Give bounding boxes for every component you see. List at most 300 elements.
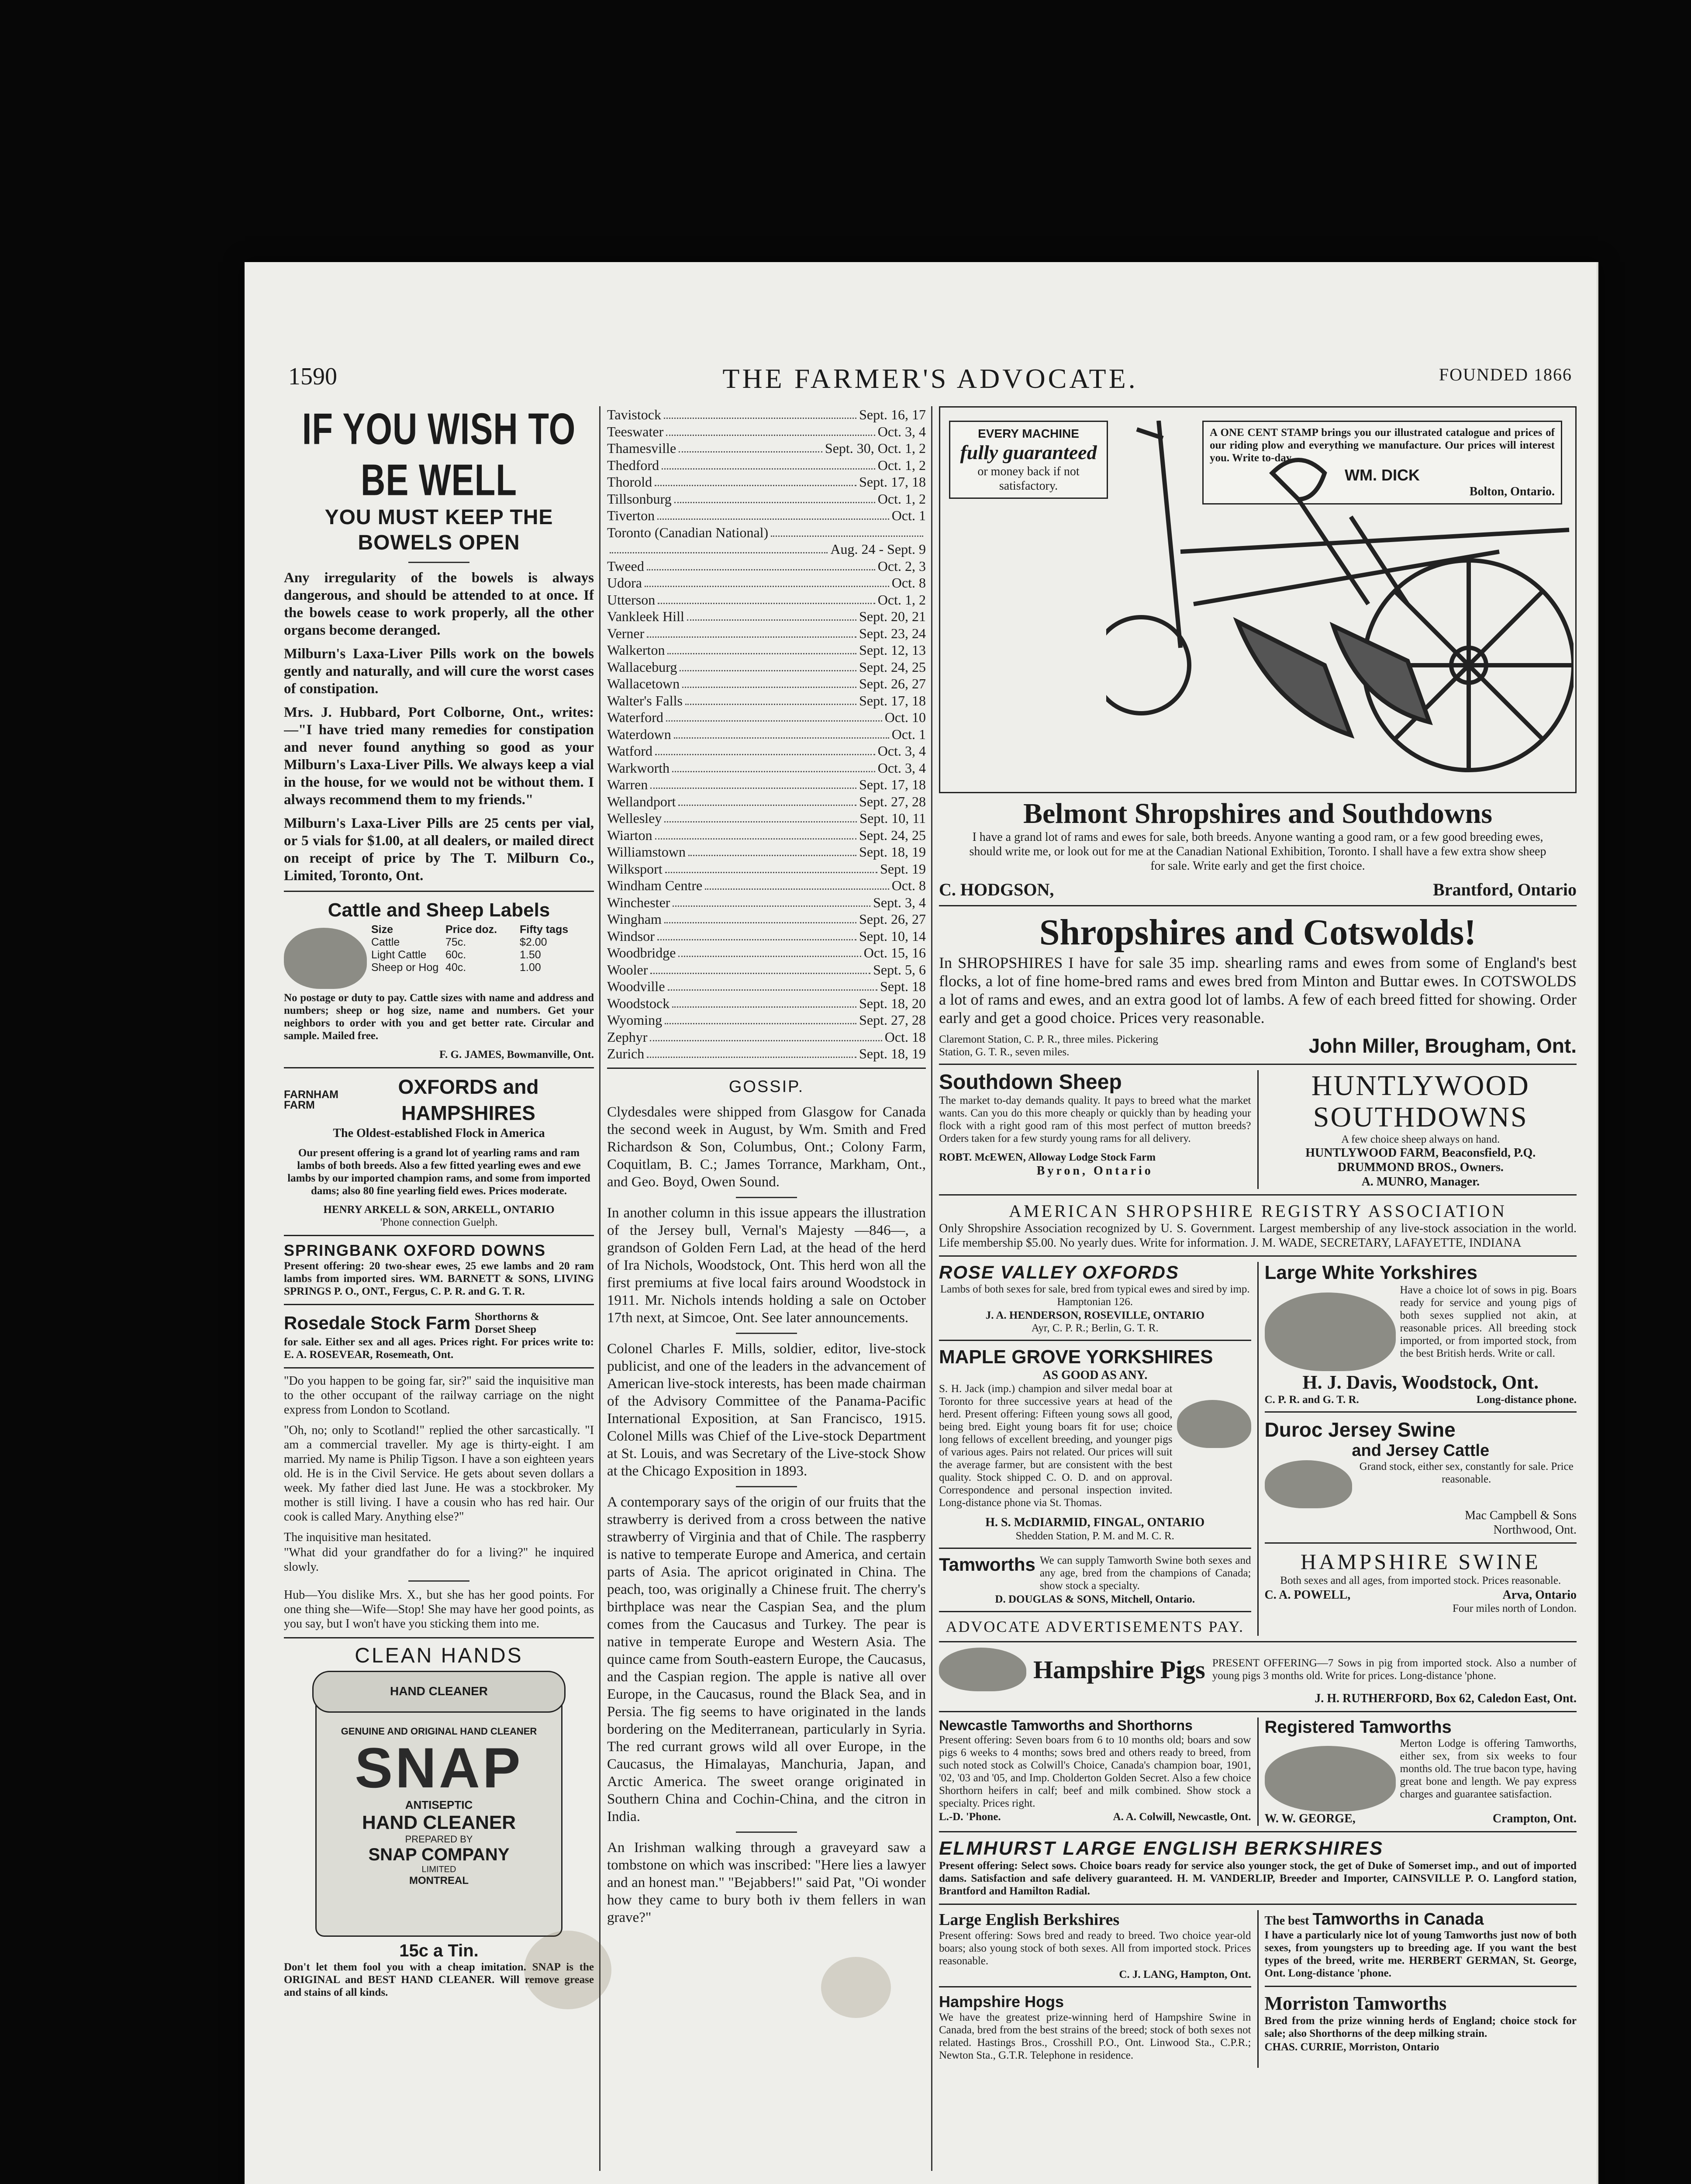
- fair-leader: [610, 541, 828, 553]
- divider: [939, 1986, 1251, 1987]
- maple-grove-text: S. H. Jack (imp.) champion and silver medal boar at Toronto for three successive years at head of the herd. Present offering: Fifteen young sows all good, being bred. Eight young boars fit for use; choice long fellows of excellent breeding, and younger pigs of various ages. Pairs not related. Our prices will suit the average farmer, but are consistent with the best quality. Stock shipped C. O. D. and on approval. Correspondence and personal inspection invited. Long-distance phone via St. Thomas.: [939, 1383, 1173, 1509]
- snap-company: SNAP COMPANY: [368, 1845, 510, 1864]
- hampshire-swine-place: Arva, Ontario: [1502, 1588, 1577, 1602]
- money-back: or money back if not satisfactory.: [977, 465, 1080, 493]
- registered-place: Crampton, Ont.: [1492, 1812, 1577, 1825]
- fair-list: [607, 558, 926, 1062]
- belmont-name: C. HODGSON,: [939, 880, 1054, 899]
- fair-dates: Oct. 8: [891, 878, 926, 893]
- springbank-text: Present offering: 20 two-shear ewes, 25 ewe lambs and 20 ram lambs from imported sires. WM. BARNETT & SONS, LIVING SPRINGS P. O., ONT., Fergus, C. P. R. and G. T. R.: [284, 1260, 594, 1297]
- masthead-title: THE FARMER'S ADVOCATE.: [722, 363, 1138, 394]
- fair-row: [607, 440, 926, 457]
- fair-name: Windham Centre: [607, 878, 703, 893]
- fair-name: Wooler: [607, 961, 648, 978]
- column-left: [284, 406, 594, 2184]
- hampshire-hogs-ad: [939, 1993, 1251, 2062]
- fair-name: Watford: [607, 743, 653, 759]
- fair-dates: Sept. 3, 4: [873, 894, 926, 910]
- fair-row: [607, 894, 926, 911]
- divider: [939, 1255, 1577, 1257]
- dick-place: Bolton, Ontario.: [1469, 485, 1555, 498]
- german-text: I have a particularly nice lot of young Tamworths just now of both sexes, from youngsters up to breeding age. If you want the best types of the breed, write me. HERBERT GERMAN, St. George, Ont. Long-distance 'phone.: [1264, 1929, 1577, 1979]
- large-english-name: C. J. LANG, Hampton, Ont.: [1119, 1969, 1251, 1980]
- fair-name: Walkerton: [607, 642, 665, 658]
- springbank-ad: [284, 1241, 594, 1298]
- labels-cell: 1.00: [520, 961, 541, 974]
- hampshire-hogs-title: Hampshire Hogs: [939, 1993, 1064, 2011]
- large-english-title: Large English Berkshires: [939, 1911, 1120, 1929]
- best-label: The best: [1264, 1914, 1309, 1928]
- shropshires-text: In SHROPSHIRES I have for sale 35 imp. shearling rams and ewes from some of England's best flocks, a lot of fine home-bred rams and ewes bred from Minton and Buttar ewes. In COTSWOLDS a lot of rams and ewes, and an extra good lot of lambs. A few of each breed fitted for showing. Order early and get a good choice. Prices very reasonable.: [939, 954, 1577, 1026]
- fair-row: [607, 457, 926, 474]
- fair-dates: Sept. 30, Oct. 1, 2: [825, 440, 926, 456]
- fair-row: [607, 473, 926, 491]
- huntlywood-ad: [1259, 1070, 1577, 1189]
- fair-row: [607, 574, 926, 591]
- maple-grove-title: MAPLE GROVE YORKSHIRES: [939, 1346, 1213, 1368]
- pig-illustration: [1177, 1400, 1251, 1448]
- large-white-title: Large White Yorkshires: [1264, 1262, 1477, 1283]
- fair-leader: [647, 558, 875, 570]
- huntlywood-owner: DRUMMOND BROS., Owners.: [1337, 1161, 1504, 1174]
- gossip-heading: GOSSIP.: [728, 1077, 804, 1096]
- fair-leader: [657, 928, 856, 940]
- fair-name: Woodstock: [607, 995, 670, 1011]
- snap-prepared: PREPARED BY: [405, 1834, 473, 1845]
- fair-leader: [679, 440, 822, 453]
- fair-row: [607, 928, 926, 945]
- divider: [939, 1340, 1251, 1341]
- fair-dates: Oct. 1, 2: [877, 591, 926, 608]
- large-white-text: Have a choice lot of sows in pig. Boars ready for service and young pigs of both sexes supplied not akin, at reasonable prices. All breeding stock imported, or from imported stock, from the best British herds. Write or call.: [1400, 1284, 1577, 1359]
- hampshire-pigs-ad: [939, 1648, 1577, 1706]
- lower-left-ads: [939, 1910, 1259, 2068]
- maple-grove-name: H. S. McDIARMID, FINGAL, ONTARIO: [985, 1516, 1205, 1529]
- springbank-title: SPRINGBANK OXFORD DOWNS: [284, 1241, 546, 1259]
- fair-leader: [674, 726, 889, 739]
- fair-leader: [655, 743, 875, 755]
- fair-name: Wallaceburg: [607, 659, 677, 675]
- farnham-tag: FARM: [284, 1099, 315, 1111]
- maple-grove-ad: [939, 1346, 1251, 1542]
- shropshires-title: Shropshires and Cotswolds!: [1039, 912, 1477, 953]
- shropshire-association-ad: [939, 1201, 1577, 1250]
- story-article: [284, 1374, 594, 1631]
- divider: [939, 1831, 1577, 1832]
- divider: [939, 1711, 1577, 1712]
- fair-row: [607, 995, 926, 1012]
- labels-title: Cattle and Sheep Labels: [328, 899, 550, 921]
- divider: [939, 905, 1577, 906]
- fair-dates: Sept. 27, 28: [859, 793, 926, 809]
- southdown-ad: [939, 1070, 1259, 1189]
- fair-leader: [664, 911, 856, 923]
- cow-head-icon: [284, 928, 367, 989]
- association-title: AMERICAN SHROPSHIRE REGISTRY ASSOCIATION: [1009, 1201, 1507, 1221]
- duroc-pig-illustration: [1265, 1460, 1352, 1508]
- association-text: Only Shropshire Association recognized by U. S. Government. Largest membership of any live-stock association in the world. Life membership $5.00. No yearly dues. Write for information. J. M. WADE, SECRETARY, LAFAYETTE, INDIANA: [939, 1222, 1577, 1250]
- fair-name: Wilksport: [607, 860, 663, 877]
- rose-valley-title: ROSE VALLEY OXFORDS: [939, 1262, 1179, 1282]
- douglas-tamworths-name: D. DOUGLAS & SONS, Mitchell, Ontario.: [995, 1593, 1195, 1605]
- fair-dates: Oct. 1: [891, 726, 926, 742]
- hampshire-swine-text: Both sexes and all ages, from imported stock. Prices reasonable.: [1280, 1575, 1561, 1586]
- divider: [1265, 1542, 1577, 1544]
- farnham-tag: FARNHAM: [284, 1089, 338, 1101]
- fair-row: [607, 877, 926, 894]
- fair-row: [607, 406, 926, 423]
- story-paragraph: "What did your grandfather do for a living?" he inquired slowly.: [284, 1546, 594, 1574]
- large-white-name: H. J. Davis, Woodstock, Ont.: [1302, 1372, 1539, 1393]
- labels-cell: 75c.: [445, 936, 466, 948]
- duroc-title: Duroc Jersey Swine: [1264, 1418, 1456, 1441]
- fair-leader: [672, 995, 856, 1008]
- paper-stain: [524, 1931, 611, 2009]
- page-header: [288, 363, 1572, 402]
- divider: [939, 1064, 1577, 1065]
- fair-row: [607, 558, 926, 575]
- duroc-place: Northwood, Ont.: [1493, 1523, 1577, 1537]
- fair-leader: [674, 491, 875, 503]
- huntlywood-text: A few choice sheep always on hand.: [1341, 1133, 1500, 1145]
- milburn-subhead1: YOU MUST KEEP THE: [324, 506, 553, 529]
- douglas-tamworths-title: Tamworths: [939, 1554, 1035, 1575]
- fair-row: [607, 776, 926, 793]
- fair-row: [607, 911, 926, 928]
- newcastle-phone: L.-D. 'Phone.: [939, 1811, 1001, 1823]
- divider: [284, 1367, 594, 1368]
- snap-antiseptic: ANTISEPTIC: [405, 1798, 473, 1811]
- page-number: 1590: [288, 363, 337, 390]
- snap-hand-cleaner: HAND CLEANER: [362, 1812, 516, 1833]
- milburn-price: Milburn's Laxa-Liver Pills are 25 cents per vial, or 5 vials for $1.00, at all dealers, or mailed direct on receipt of price by The T. Milburn Co., Limited, Toronto, Ont.: [284, 816, 594, 884]
- labels-cell: 40c.: [445, 961, 466, 974]
- morriston-title: Morriston Tamworths: [1264, 1993, 1447, 2014]
- gossip-paragraph: In another column in this issue appears the illustration of the Jersey bull, Vernal's Majesty —846—, a grandson of Golden Fern Lad, at the head of the herd of Ira Nichols, Woodstock, Ont. This herd won all the first premiums at five local fairs around Woodstock in 1911. Mr. Nichols intends holding a sale on October 17th next, at Simcoe, Ont. See later announcements.: [607, 1205, 926, 1326]
- fair-row: [607, 961, 926, 978]
- fair-dates: Sept. 23, 24: [859, 625, 926, 641]
- rosedale-ad: [284, 1310, 594, 1361]
- divider: [408, 562, 469, 563]
- fair-dates: Oct. 2, 3: [877, 558, 926, 574]
- huntlywood-title: SOUTHDOWNS: [1313, 1101, 1528, 1133]
- snap-warning: Don't let them fool you with a cheap imitation. SNAP is the ORIGINAL and BEST HAND CLEANER. Will remove grease and stains of all kinds.: [284, 1961, 594, 1998]
- fair-leader: [650, 1029, 882, 1041]
- fair-dates: Sept. 26, 27: [859, 676, 926, 691]
- large-english-berkshires-ad: [939, 1910, 1251, 1981]
- fair-row: [607, 810, 926, 827]
- milburn-ad: [284, 406, 594, 885]
- fair-leader: [662, 457, 875, 470]
- labels-col-price: Price doz.: [445, 923, 497, 936]
- fair-row: [607, 978, 926, 995]
- divider: [939, 1194, 1577, 1196]
- column-ads: [939, 406, 1577, 2184]
- labels-col-fifty: Fifty tags: [520, 923, 569, 936]
- belmont-text: I have a grand lot of rams and ewes for sale, both breeds. Anyone wanting a good ram, or a few good breeding ewes, should write me, or look out for me at the Canadian National Exhibition, Toronto. I shall have a few extra show sheep for sale. Write early and get the first choice.: [969, 830, 1546, 873]
- fair-row: [607, 659, 926, 676]
- fair-row: [607, 860, 926, 878]
- dick-text: A ONE CENT STAMP brings you our illustrated catalogue and prices of our riding plow and everything we manufacture. Our prices will interest you. Write to-day.: [1210, 427, 1555, 464]
- fair-leader: [685, 692, 856, 705]
- divider: [1265, 1986, 1577, 1987]
- morriston-name: CHAS. CURRIE, Morriston, Ontario: [1264, 2041, 1439, 2053]
- divider: [939, 1611, 1251, 1612]
- snap-city: MONTREAL: [409, 1875, 469, 1887]
- fair-row: [607, 843, 926, 860]
- large-white-rail: C. P. R. and G. T. R.: [1264, 1394, 1359, 1406]
- right-ads-stack: [1259, 1262, 1577, 1636]
- fair-leader: [665, 1012, 856, 1024]
- hampshire-swine-name: C. A. POWELL,: [1264, 1588, 1351, 1602]
- fair-name: Thedford: [607, 457, 659, 473]
- belmont-ad: [939, 798, 1577, 900]
- fair-row: [607, 1012, 926, 1029]
- gossip-paragraph: Colonel Charles F. Mills, soldier, editor, live-stock publicist, and one of the leaders in the advancement of American live-stock interests, has been made chairman of the Advisory Committee of the Panama-Pacific International Exposition, at San Francisco, 1915. Colonel Mills was Chief of the Live-stock Department at St. Louis, and was Secretary of the Live-stock Show at the Chicago Exposition in 1893.: [607, 1341, 926, 1479]
- gossip-paragraph: Clydesdales were shipped from Glasgow for Canada the second week in August, by Wm. Smith and Fred Richardson & Son, Columbus, Ont.; Colony Farm, Coquitlam, B. C.; James Torrance, Markham, Ont., and Geo. Boyd, Owen Sound.: [607, 1104, 926, 1190]
- lower-right-ads: [1259, 1910, 1577, 2068]
- divider: [1265, 1411, 1577, 1413]
- rosedale-title: Rosedale Stock Farm: [284, 1313, 471, 1333]
- fair-leader: [664, 810, 857, 822]
- southdown-title: Southdown Sheep: [939, 1071, 1122, 1094]
- fair-row: [607, 507, 926, 524]
- fair-leader: [688, 843, 856, 856]
- fair-name: Zurich: [607, 1046, 645, 1061]
- fair-row: [607, 760, 926, 777]
- fair-list: [607, 406, 926, 524]
- fair-dates: Oct. 1, 2: [877, 457, 926, 473]
- labels-cell: 60c.: [445, 949, 466, 961]
- fair-leader: [650, 961, 870, 974]
- fair-leader: [665, 860, 877, 873]
- fair-row: [607, 709, 926, 726]
- farnham-signature: HENRY ARKELL & SON, ARKELL, ONTARIO: [323, 1204, 555, 1216]
- fair-dates: Oct. 18: [884, 1029, 926, 1045]
- fair-dates: Oct. 3, 4: [877, 760, 926, 776]
- page-edge: [1597, 262, 1598, 2184]
- fair-leader: [655, 473, 856, 486]
- large-white-phone: Long-distance phone.: [1476, 1394, 1577, 1406]
- farnham-subtitle: The Oldest-established Flock in America: [333, 1127, 545, 1140]
- fair-leader: [682, 675, 856, 688]
- fair-dates: Sept. 17, 18: [859, 474, 926, 490]
- labels-cell: $2.00: [520, 936, 547, 948]
- hampshire-swine-title: HAMPSHIRE SWINE: [1300, 1549, 1541, 1574]
- fair-leader: [657, 507, 889, 520]
- elmhurst-text: Present offering: Select sows. Choice boars ready for service also younger stock, the get of Duke of Somerset imp., and out of imported dams. Satisfaction and safe delivery guaranteed. H. M. VANDERLIP, Breeder and Importer, CAINSVILLE P. O. Langford station, Brantford and Hamilton Radial.: [939, 1860, 1577, 1897]
- fair-dates: Oct. 8: [891, 575, 926, 591]
- fair-dates: Oct. 15, 16: [863, 945, 926, 961]
- farnham-phone: 'Phone connection Guelph.: [380, 1216, 498, 1228]
- fair-dates: Sept. 27, 28: [859, 1012, 926, 1028]
- labels-text: No postage or duty to pay. Cattle sizes with name and address and numbers; sheep or hog size, name and numbers. Get your neighbors to order with you and get better rate. Circular and sample. Mailed free.: [284, 992, 594, 1042]
- fair-name: Wyoming: [607, 1012, 663, 1028]
- fair-dates: Sept. 24, 25: [859, 659, 926, 675]
- fair-name: Wiarton: [607, 827, 652, 843]
- fair-dates: Sept. 12, 13: [859, 642, 926, 658]
- story-paragraph: "Do you happen to be going far, sir?" said the inquisitive man to the other occupant of the railway carriage on the night express from London to Scotland.: [284, 1374, 594, 1417]
- fully-guaranteed: fully guaranteed: [960, 441, 1097, 463]
- rose-valley-rail: Ayr, C. P. R.; Berlin, G. T. R.: [1031, 1322, 1159, 1334]
- fair-dates: Sept. 17, 18: [859, 777, 926, 792]
- swine-ads-row-1: [939, 1262, 1577, 1636]
- large-white-ad: [1265, 1262, 1577, 1406]
- newcastle-title: Newcastle Tamworths and Shorthorns: [939, 1717, 1193, 1733]
- fair-name: Tavistock: [607, 407, 661, 422]
- fair-dates: Oct. 1: [891, 508, 926, 523]
- farnham-ad: [284, 1074, 594, 1229]
- fair-name: Wallacetown: [607, 676, 680, 691]
- milburn-subhead2: BOWELS OPEN: [358, 531, 520, 554]
- fair-dates: Sept. 16, 17: [859, 407, 926, 422]
- divider: [939, 1641, 1577, 1642]
- duroc-sub: and Jersey Cattle: [1352, 1441, 1490, 1460]
- fair-row: [607, 491, 926, 508]
- fair-row: [607, 625, 926, 642]
- registered-title: Registered Tamworths: [1264, 1717, 1452, 1737]
- registered-name: W. W. GEORGE,: [1264, 1812, 1356, 1825]
- fair-name: Walter's Falls: [607, 692, 683, 708]
- advocate-pays-banner: ADVOCATE ADVERTISEMENTS PAY.: [946, 1618, 1245, 1635]
- fair-name: Verner: [607, 625, 645, 641]
- fair-name: Woodville: [607, 978, 665, 994]
- fair-dates: Sept. 24, 25: [859, 827, 926, 843]
- fair-name: Wingham: [607, 911, 662, 927]
- column-rule-2: [931, 406, 932, 2171]
- fair-row: [607, 608, 926, 625]
- fair-row: [607, 726, 926, 743]
- snap-tin-lid: [312, 1671, 566, 1713]
- fair-dates: Sept. 17, 18: [859, 692, 926, 708]
- fair-name: Waterdown: [607, 726, 671, 742]
- fair-name: Zephyr: [607, 1029, 648, 1045]
- labels-signature: F. G. JAMES, Bowmanville, Ont.: [439, 1049, 594, 1061]
- fair-leader: [666, 423, 875, 436]
- snap-tin-top-text: HAND CLEANER: [390, 1684, 488, 1698]
- paper-stain: [821, 1957, 891, 2018]
- belmont-title: Belmont Shropshires and Southdowns: [1023, 798, 1493, 829]
- fair-dates: Oct. 1, 2: [877, 491, 926, 507]
- divider: [736, 1832, 797, 1833]
- duroc-name: Mac Campbell & Sons: [1465, 1509, 1577, 1522]
- fair-row: [607, 541, 926, 558]
- divider: [736, 1486, 797, 1487]
- fair-row: [607, 423, 926, 440]
- divider: [284, 1235, 594, 1236]
- fair-leader: [658, 591, 875, 604]
- fair-row: [607, 1045, 926, 1062]
- fair-dates: Oct. 3, 4: [877, 423, 926, 439]
- maple-grove-station: Shedden Station, P. M. and M. C. R.: [1015, 1530, 1174, 1542]
- fair-dates: Sept. 5, 6: [873, 961, 926, 978]
- duroc-text: Grand stock, either sex, constantly for sale. Price reasonable.: [1359, 1461, 1574, 1485]
- divider: [284, 1304, 594, 1305]
- rose-valley-name: J. A. HENDERSON, ROSEVILLE, ONTARIO: [985, 1310, 1204, 1321]
- fair-row: [607, 591, 926, 608]
- fair-name: Tiverton: [607, 508, 655, 523]
- sheep-ads-row: [939, 1070, 1577, 1189]
- fair-name: Warren: [607, 777, 648, 792]
- hampshire-pigs-name: J. H. RUTHERFORD, Box 62, Caledon East, Ont.: [1315, 1692, 1577, 1705]
- rose-valley-text: Lambs of both sexes for sale, bred from typical ewes and sired by imp. Hamptonian 126.: [940, 1283, 1250, 1308]
- hampshire-swine-ad: [1265, 1549, 1577, 1615]
- fair-leader: [687, 608, 856, 621]
- dick-plow-ad: [939, 406, 1577, 793]
- labels-cell: Cattle: [371, 936, 400, 948]
- fair-leader: [771, 524, 923, 537]
- fair-dates: Sept. 18, 19: [859, 1046, 926, 1061]
- gossip-paragraph: An Irishman walking through a graveyard saw a tombstone on which was inscribed: "Here lies a lawyer and an honest man." "Bejabbers!" said Pat, "Oi wonder how they came to bury both iv them fellers in wan grave?": [607, 1839, 926, 1925]
- divider: [736, 1333, 797, 1334]
- fair-name: Thamesville: [607, 440, 676, 456]
- swine-ads-row-2: [939, 1717, 1577, 1826]
- douglas-tamworths-ad: [939, 1554, 1251, 1606]
- snap-tin-image: [315, 1672, 563, 1937]
- farnham-title: OXFORDS and HAMPSHIRES: [398, 1075, 539, 1124]
- snap-tin-line: GENUINE AND ORIGINAL HAND CLEANER: [341, 1726, 537, 1737]
- fair-leader: [678, 793, 856, 806]
- fair-name: Thorold: [607, 474, 652, 490]
- german-tamworths-ad: [1265, 1910, 1577, 1980]
- fair-name: Wellandport: [607, 793, 676, 809]
- rosedale-text: for sale. Either sex and all ages. Prices right. For prices write to: E. A. ROSEVEAR, Rosemeath, Ont.: [284, 1336, 594, 1361]
- large-english-text: Present offering: Sows bred and ready to breed. Two choice year-old boars; also young stock of both sexes. All from imported stock. Prices reasonable.: [939, 1930, 1251, 1967]
- snap-price: 15c a Tin.: [399, 1941, 479, 1960]
- milburn-paragraph: Milburn's Laxa-Liver Pills work on the bowels gently and naturally, and will cure the worst cases of constipation.: [284, 646, 594, 697]
- fair-leader: [645, 574, 889, 587]
- fair-dates: Aug. 24 - Sept. 9: [830, 541, 926, 557]
- huntlywood-title: HUNTLYWOOD: [1311, 1070, 1530, 1102]
- farnham-text: Our present offering is a grand lot of yearling rams and ram lambs of both breeds. Also a few fitted yearling ewes and ewe lambs by our imported champion rams, and some from imported dams; also 80 fine yearling field ewes. Prices moderate.: [287, 1147, 590, 1197]
- founded-note: FOUNDED 1866: [1439, 365, 1572, 384]
- fair-row: [607, 642, 926, 659]
- fair-leader: [680, 659, 856, 671]
- southdown-name: ROBT. McEWEN, Alloway Lodge Stock Farm: [939, 1151, 1156, 1163]
- milburn-headline: IF YOU WISH TO BE WELL: [302, 406, 576, 505]
- milburn-paragraph: Any irregularity of the bowels is always dangerous, and should be attended to at once. If the bowels cease to work properly, all the other organs become deranged.: [284, 570, 594, 638]
- morriston-ad: [1265, 1992, 1577, 2053]
- fair-leader: [650, 776, 856, 789]
- labels-cell: 1.50: [520, 949, 541, 961]
- rose-valley-ad: [939, 1262, 1251, 1334]
- fair-leader: [666, 709, 882, 722]
- fair-leader: [705, 877, 889, 890]
- fair-leader: [667, 642, 856, 654]
- snap-brand: SNAP: [355, 1736, 523, 1800]
- hampshire-pigs-title: Hampshire Pigs: [1033, 1655, 1205, 1684]
- story-paragraph: "Oh, no; only to Scotland!" replied the other sarcastically. "I am a commercial traveller. My age is thirty-eight. I am married. My name is Philip Tigson. I have a son eighteen years old. He is in the Civil Service. He gets about seven dollars a week. My father died last June. He was a stockbroker. My mother is still living. I have a cousin who has red hair. Our cook is called Mary. Anything else?": [284, 1424, 594, 1524]
- every-machine: EVERY MACHINE: [978, 427, 1079, 440]
- fair-leader: [647, 625, 856, 638]
- divider: [939, 1904, 1577, 1905]
- elmhurst-ad: [939, 1838, 1577, 1897]
- fair-leader: [673, 894, 870, 907]
- snap-limited: LIMITED: [421, 1865, 456, 1874]
- german-title: Tamworths in Canada: [1312, 1910, 1484, 1928]
- fair-name: Windsor: [607, 928, 655, 944]
- fair-row: [607, 524, 926, 541]
- fair-leader: [672, 760, 875, 772]
- elmhurst-title: ELMHURST LARGE ENGLISH BERKSHIRES: [939, 1838, 1384, 1859]
- rosedale-breeds: Shorthorns & Dorset Sheep: [475, 1311, 540, 1335]
- swine-ads-row-3: [939, 1910, 1577, 2068]
- newspaper-page: [245, 262, 1598, 2184]
- duroc-ad: [1265, 1418, 1577, 1537]
- fair-dates: Sept. 18, 20: [859, 995, 926, 1011]
- huntlywood-manager: A. MUNRO, Manager.: [1361, 1175, 1480, 1189]
- fair-name: Winchester: [607, 894, 670, 910]
